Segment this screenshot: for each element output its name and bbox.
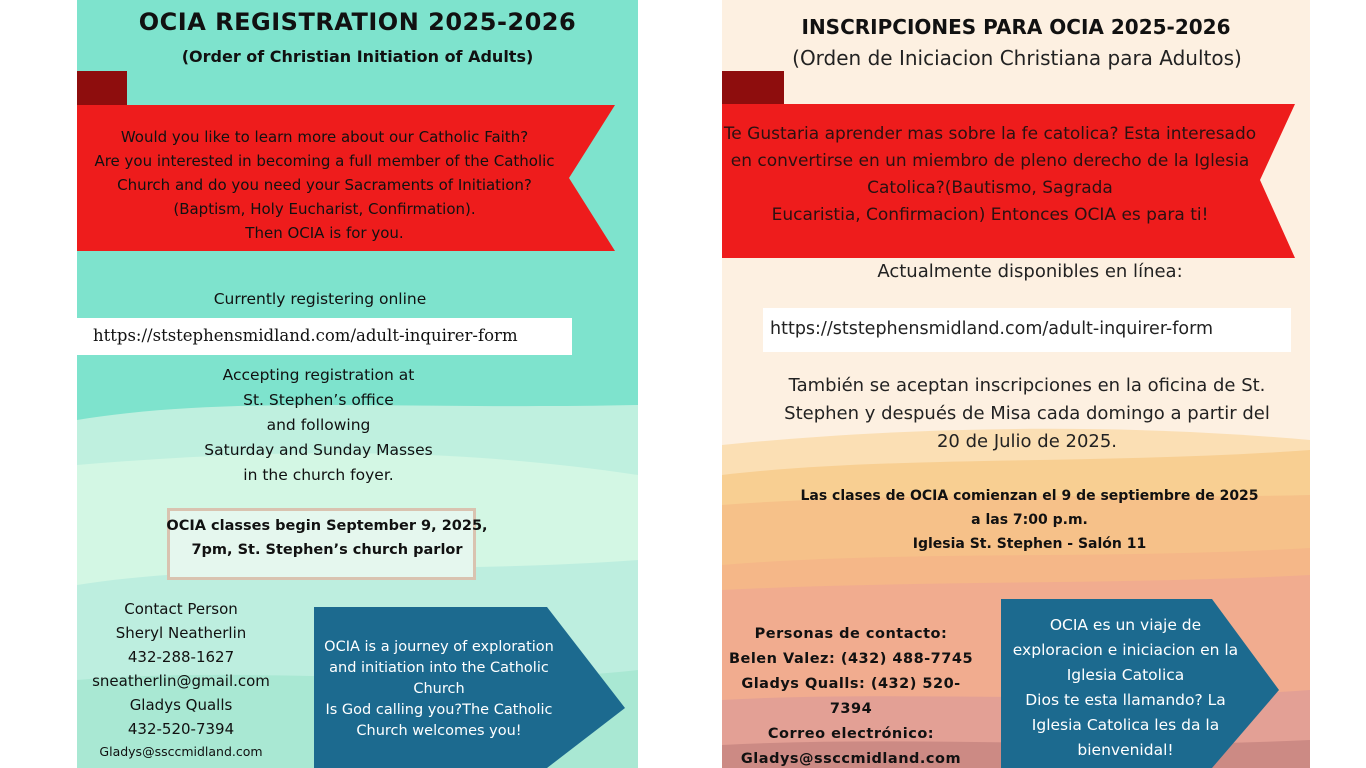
arrow-line: OCIA is a journey of exploration (324, 639, 554, 655)
contact-info (77, 597, 285, 763)
contact-phone: 432-520-7394 (127, 720, 235, 738)
contact-name: Belen Valez: (432) 488-7745 (728, 651, 974, 667)
contact-phone: 432-288-1627 (127, 648, 235, 666)
contact-email[interactable]: Gladys@ssccmidland.com (99, 744, 263, 759)
accepting-line: St. Stephen’s office (243, 391, 394, 409)
banner-line: Would you like to learn more about our Catholic Faith? (120, 128, 529, 146)
classes-line: a las 7:00 p.m. (971, 512, 1088, 528)
banner-line: Te Gustaria aprender mas sobre la fe catolica? Esta interesado (723, 124, 1257, 144)
banner-line: Are you interested in becoming a full member of the Catholic (94, 152, 555, 170)
banner-line: Then OCIA is for you. (245, 224, 404, 242)
arrow-line: Church (413, 681, 465, 697)
accepting-text (77, 363, 560, 488)
classes-line: Iglesia St. Stephen - Salón 11 (912, 536, 1147, 552)
arrow-line: Church welcomes you! (356, 723, 522, 739)
accepting-line: in the church foyer. (243, 466, 394, 484)
online-label: Actualmente disponibles en línea: (877, 261, 1183, 282)
arrow-line: Iglesia Catolica les da la (1031, 716, 1220, 734)
contact-name: Gladys Qualls (129, 696, 233, 714)
contact-name: Gladys Qualls: (432) 520-7394 (741, 676, 961, 717)
banner-line: en convertirse en un miembro de pleno derecho de la Iglesia (730, 151, 1250, 171)
registering-label: Currently registering online (213, 290, 427, 308)
spanish-flyer (722, 0, 1310, 768)
office-line: También se aceptan inscripciones en la oficina de St. (788, 375, 1266, 396)
office-text (762, 372, 1292, 456)
contact-info (722, 622, 980, 768)
registration-url[interactable]: https://ststephensmidland.com/adult-inquirer-form (93, 326, 518, 345)
office-line: Stephen y después de Misa cada domingo a partir del (784, 403, 1270, 424)
contact-email[interactable]: Gladys@ssccmidland.com (740, 751, 962, 767)
page-title: OCIA REGISTRATION 2025-2026 (138, 8, 577, 36)
accepting-line: and following (266, 416, 371, 434)
arrow-line: bienvenidal! (1077, 741, 1174, 759)
arrow-line: exploracion e iniciacion en la (1012, 641, 1239, 659)
banner-line: Eucaristia, Confirmacion) Entonces OCIA es para ti! (771, 205, 1209, 225)
banner-line: Catolica?(Bautismo, Sagrada (867, 178, 1113, 198)
arrow-line: Dios te esta llamando? La (1025, 691, 1226, 709)
page-subtitle: (Orden de Iniciacion Christiana para Adultos) (792, 46, 1242, 70)
contact-email[interactable]: sneatherlin@gmail.com (92, 672, 270, 690)
classes-line: 7pm, St. Stephen’s church parlor (191, 542, 463, 558)
registration-url-box (77, 318, 572, 355)
contact-email-label: Correo electrónico: (767, 726, 935, 742)
arrow-line: and initiation into the Catholic (329, 660, 549, 676)
arrow-line: Is God calling you?The Catholic (325, 702, 553, 718)
accepting-line: Saturday and Sunday Masses (204, 441, 433, 459)
arrow-text (314, 637, 564, 742)
arrow-text (1003, 613, 1248, 763)
banner-text (77, 125, 572, 245)
registration-url[interactable]: https://ststephensmidland.com/adult-inquirer-form (770, 319, 1214, 339)
banner-text (722, 121, 1258, 229)
registration-url-box (763, 308, 1291, 352)
banner-fold (722, 71, 784, 104)
accepting-line: Accepting registration at (222, 366, 415, 384)
office-line: 20 de Julio de 2025. (936, 431, 1118, 452)
classes-text (762, 484, 1297, 556)
classes-line: Las clases de OCIA comienzan el 9 de septiembre de 2025 (800, 488, 1259, 504)
arrow-line: OCIA es un viaje de (1049, 616, 1202, 634)
page-title: INSCRIPCIONES PARA OCIA 2025-2026 (801, 15, 1231, 39)
classes-line: OCIA classes begin September 9, 2025, (166, 518, 488, 534)
banner-line: (Baptism, Holy Eucharist, Confirmation). (173, 200, 476, 218)
page-subtitle: (Order of Christian Initiation of Adults) (181, 47, 534, 66)
contact-heading: Contact Person (124, 600, 238, 618)
english-flyer (77, 0, 638, 768)
contact-heading: Personas de contacto: (754, 626, 948, 642)
banner-line: Church and do you need your Sacraments of Initiation? (117, 176, 532, 194)
classes-text (157, 514, 497, 562)
contact-name: Sheryl Neatherlin (115, 624, 247, 642)
arrow-line: Iglesia Catolica (1066, 666, 1185, 684)
